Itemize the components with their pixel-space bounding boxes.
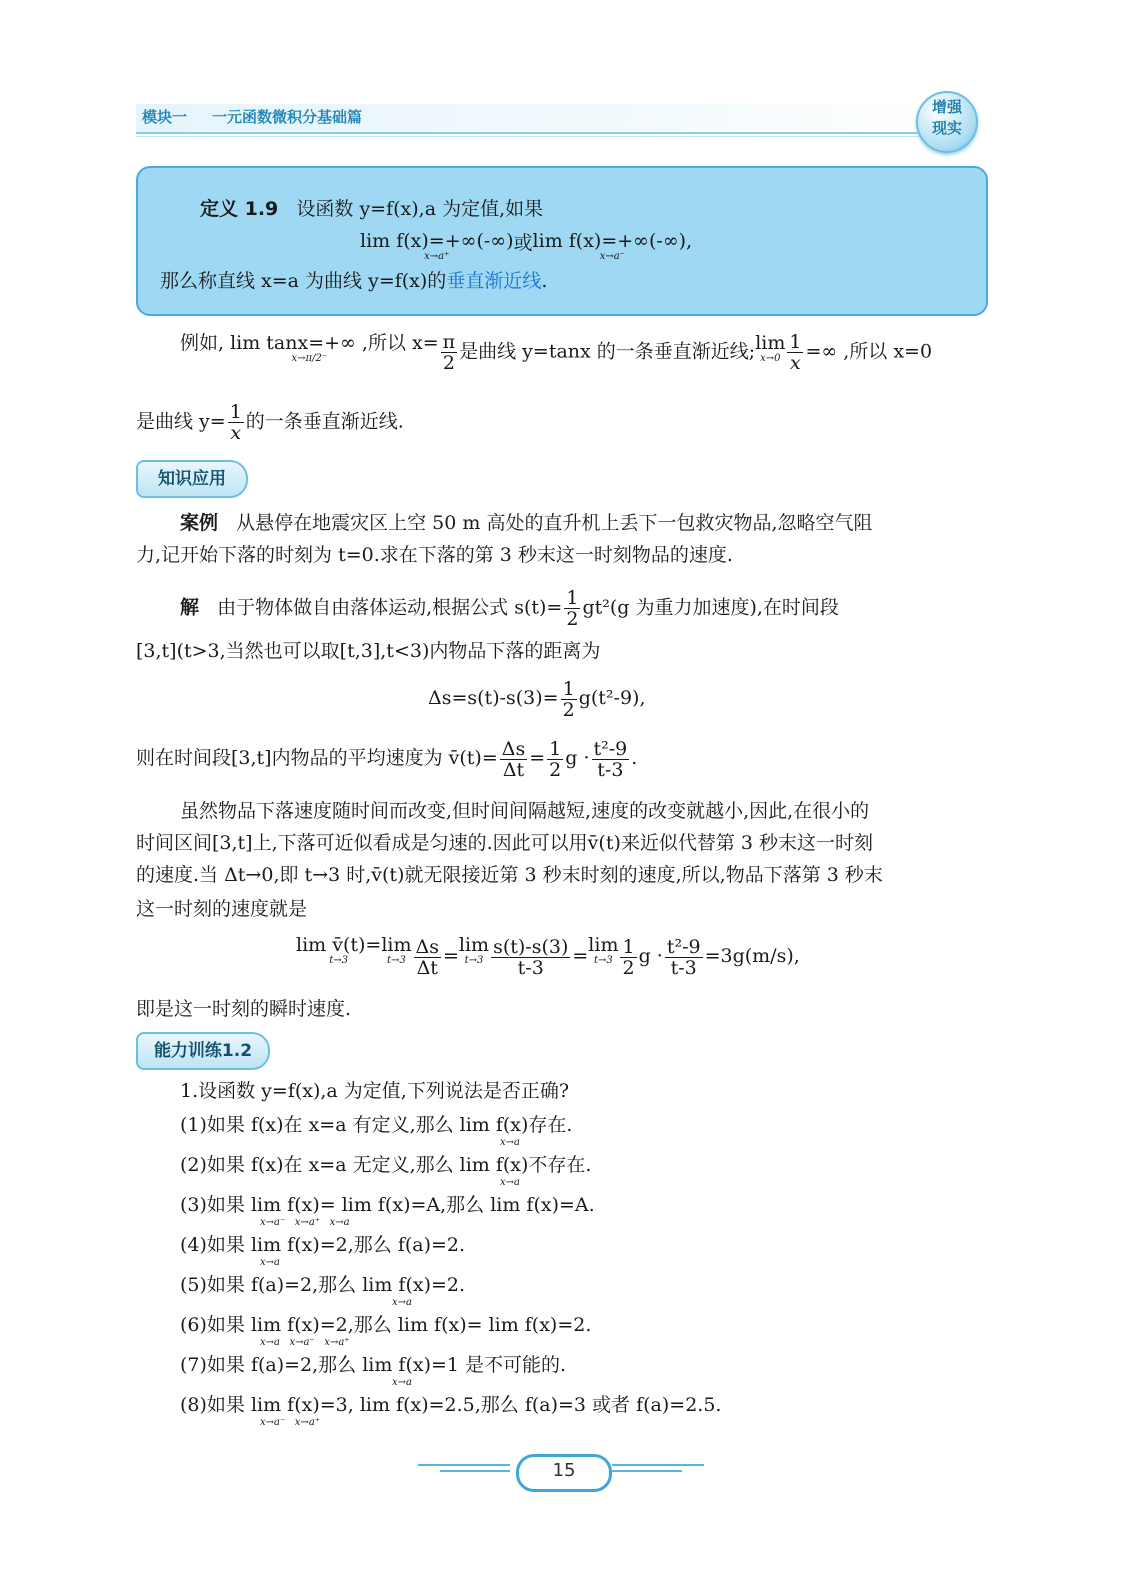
- eq2-sub4: t→3: [594, 955, 613, 966]
- eq2-g-dot: g ·: [638, 945, 663, 967]
- eq2-ds: Δs: [415, 935, 439, 958]
- exercise-item-text: (8)如果 lim f(x)=3, lim f(x)=2.5,那么 f(a)=3 或者 f(a)=2.5.: [180, 1394, 722, 1416]
- eq2-half-den: 2: [622, 956, 635, 979]
- example-line2: [136, 402, 404, 443]
- definition-term: 垂直渐近线: [446, 270, 542, 292]
- example-text-b: 是曲线 y=tanx 的一条垂直渐近线;: [459, 340, 756, 363]
- average-velocity-line: [136, 736, 637, 780]
- paragraph-line1: 虽然物品下落速度随时间而改变,但时间间隔越短,速度的改变就越小,因此,在很小的: [180, 800, 870, 822]
- exercise-item-text: (4)如果 lim f(x)=2,那么 f(a)=2.: [180, 1234, 466, 1256]
- instantaneous-velocity-equation: lim v̄(t)= t→3 lim t→3 $\frac{\Delta s}{\Delta t}$ =lim t→3 $\frac{s(t)-s(3)}{t-3}$ =lim t→3 $\frac{1}{2}$ g · $\frac{\text{t²-9}}{t-3}$ =3g(m/s),: [296, 934, 800, 979]
- case-line2: 力,记开始下落的时刻为 t=0.求在下落的第 3 秒末这一时刻物品的速度.: [136, 544, 733, 566]
- avg-t2m9: t²-9: [593, 737, 628, 760]
- solution-last-line: 即是这一时刻的瞬时速度.: [136, 998, 352, 1020]
- header-rule: [136, 132, 926, 134]
- definition-intro: 设函数 y=f(x),a 为定值,如果: [296, 198, 544, 220]
- eq2-half-num: 1: [622, 935, 635, 958]
- badge-text-line1: 增强: [931, 98, 962, 116]
- header-part-title: 一元函数微积分基础篇: [212, 108, 363, 126]
- definition-formula: [360, 230, 692, 262]
- case-label: 案例: [180, 512, 219, 534]
- eq2-tm3: t-3: [491, 957, 570, 978]
- eq2-dt: Δt: [414, 957, 441, 978]
- exercise-item: [180, 1352, 721, 1392]
- eq2-tm3-2: t-3: [665, 957, 703, 978]
- exercise-item-subscript: x→a: [260, 1257, 280, 1268]
- badge-text-line2: 现实: [931, 119, 962, 137]
- example-text-c: =∞ ,所以 x=0: [805, 340, 933, 363]
- avg-tm3: t-3: [592, 759, 630, 780]
- exercise-item: [180, 1312, 721, 1352]
- avg-half-num: 1: [549, 737, 562, 760]
- example-x-2: x: [230, 422, 242, 444]
- formula-b: lim f(x)=+∞(-∞),: [532, 230, 693, 252]
- example-x: x: [790, 352, 801, 374]
- eq2-sub1: t→3: [329, 955, 349, 966]
- case-text1: 从悬停在地震灾区上空 50 m 高处的直升机上丢下一包救灾物品,忽略空气阻: [236, 512, 873, 534]
- exercise-item-text: (7)如果 f(a)=2,那么 lim f(x)=1 是不可能的.: [180, 1354, 567, 1376]
- exercise-item-subscript: x→a: [500, 1137, 520, 1148]
- solution-text-b: gt²(g 为重力加速度),在时间段: [582, 596, 839, 619]
- formula-b-sub: x→a⁻: [599, 251, 625, 262]
- eq1-text-a: Δs=s(t)-s(3)=: [428, 687, 559, 709]
- solution-text-a: 由于物体做自由落体运动,根据公式 s(t)=: [217, 596, 563, 619]
- example-line2-a: 是曲线 y=: [136, 410, 226, 433]
- avg-g-dot: g ·: [565, 747, 590, 769]
- example-one-2: 1: [229, 401, 242, 423]
- eq2-sub2: t→3: [387, 955, 406, 966]
- eq2-end: =3g(m/s),: [704, 945, 800, 967]
- tab-ability-training: 能力训练1.2: [136, 1032, 270, 1070]
- exercise-item: [180, 1152, 721, 1192]
- footer-rule-right: [612, 1464, 704, 1466]
- exercise-item: [180, 1232, 721, 1272]
- paragraph-line4: 这一时刻的速度就是: [136, 898, 308, 920]
- avg-dt: Δt: [500, 759, 527, 780]
- definition-conclusion: [160, 268, 547, 294]
- definition-line1: [200, 196, 543, 222]
- formula-a-sub: x→a⁺: [424, 251, 450, 262]
- example-line2-b: 的一条垂直渐近线.: [245, 410, 404, 433]
- exercise-item: [180, 1192, 721, 1232]
- eq2-st-s3: s(t)-s(3): [493, 935, 569, 958]
- avg-period: .: [631, 747, 638, 769]
- pi-denominator: 2: [441, 352, 458, 373]
- exercise-item-subscript: x→a: [392, 1377, 412, 1388]
- solution-line1: [180, 588, 839, 629]
- example-lim0: lim: [755, 332, 786, 354]
- equation-delta-s: [428, 676, 646, 720]
- paragraph-line3: 的速度.当 Δt→0,即 t→3 时,v̄(t)就无限接近第 3 秒末时刻的速度,所以,物品下落第 3 秒末: [136, 864, 883, 886]
- example-line1: [180, 332, 932, 373]
- eq1-half-den: 2: [562, 698, 575, 721]
- case-line1: [180, 510, 873, 536]
- example-text-a: 例如, lim tanx=+∞ ,所以 x=: [180, 332, 439, 354]
- exercise-list: [180, 1112, 721, 1432]
- exercise-item: [180, 1272, 721, 1312]
- definition-label: 定义 1.9: [200, 198, 279, 220]
- formula-a: lim f(x)=+∞(-∞): [360, 230, 514, 252]
- exercise-item-text: (6)如果 lim f(x)=2,那么 lim f(x)= lim f(x)=2.: [180, 1314, 592, 1336]
- example-one: 1: [789, 331, 802, 353]
- header-rule-thin: [136, 136, 926, 137]
- exercise-item-text: (2)如果 f(x)在 x=a 无定义,那么 lim f(x)不存在.: [180, 1154, 592, 1176]
- eq2-sub3: t→3: [464, 955, 484, 966]
- exercise-item-subscript: x→a⁻ x→a⁺ x→a: [260, 1217, 350, 1228]
- header-module: 模块一: [142, 108, 188, 126]
- pi-numerator: π: [442, 331, 456, 353]
- exercise-item-text: (5)如果 f(a)=2,那么 lim f(x)=2.: [180, 1274, 466, 1296]
- eq1-text-b: g(t²-9),: [578, 687, 646, 709]
- exercise-question: 1.设函数 y=f(x),a 为定值,下列说法是否正确?: [180, 1080, 570, 1102]
- avg-half-den: 2: [549, 758, 562, 781]
- avg-equals: =: [529, 747, 546, 769]
- conclusion-text: 那么称直线 x=a 为曲线 y=f(x)的: [160, 270, 447, 292]
- exercise-item-subscript: x→a: [392, 1297, 412, 1308]
- half-num: 1: [566, 587, 579, 609]
- conclusion-period: .: [541, 270, 548, 292]
- avg-ds: Δs: [501, 737, 526, 760]
- exercise-item-subscript: x→a: [500, 1177, 520, 1188]
- exercise-item: [180, 1392, 721, 1432]
- exercise-item-text: (1)如果 f(x)在 x=a 有定义,那么 lim f(x)存在.: [180, 1114, 573, 1136]
- example-sub-0: x→0: [760, 353, 781, 364]
- solution-label: 解: [180, 596, 200, 619]
- exercise-item-subscript: x→a x→a⁻ x→a⁺: [260, 1337, 350, 1348]
- example-sub-pi: x→π/2⁻: [291, 353, 328, 364]
- paragraph-line2: 时间区间[3,t]上,下落可近似看成是匀速的.因此可以用v̄(t)来近似代替第 3 秒末这一时刻: [136, 832, 874, 854]
- footer-rule-left: [418, 1464, 510, 1466]
- page-number: 15: [552, 1460, 576, 1481]
- tab-knowledge-application: 知识应用: [136, 460, 248, 498]
- exercise-item-text: (3)如果 lim f(x)= lim f(x)=A,那么 lim f(x)=A.: [180, 1194, 595, 1216]
- footer-rule-left-2: [440, 1470, 510, 1472]
- eq1-half-num: 1: [562, 677, 575, 700]
- formula-or: 或: [513, 232, 533, 254]
- eq2-lim: lim v̄(t)=: [296, 934, 382, 956]
- avg-text: 则在时间段[3,t]内物品的平均速度为 v̄(t)=: [136, 747, 498, 769]
- half-den: 2: [566, 608, 579, 630]
- exercise-item: [180, 1112, 721, 1152]
- exercise-item-subscript: x→a⁻ x→a⁺: [260, 1417, 321, 1428]
- footer-rule-right-2: [612, 1470, 682, 1472]
- solution-line2: [3,t](t>3,当然也可以取[t,3],t<3)内物品下落的距离为: [136, 640, 601, 662]
- eq2-t2m9: t²-9: [666, 935, 701, 958]
